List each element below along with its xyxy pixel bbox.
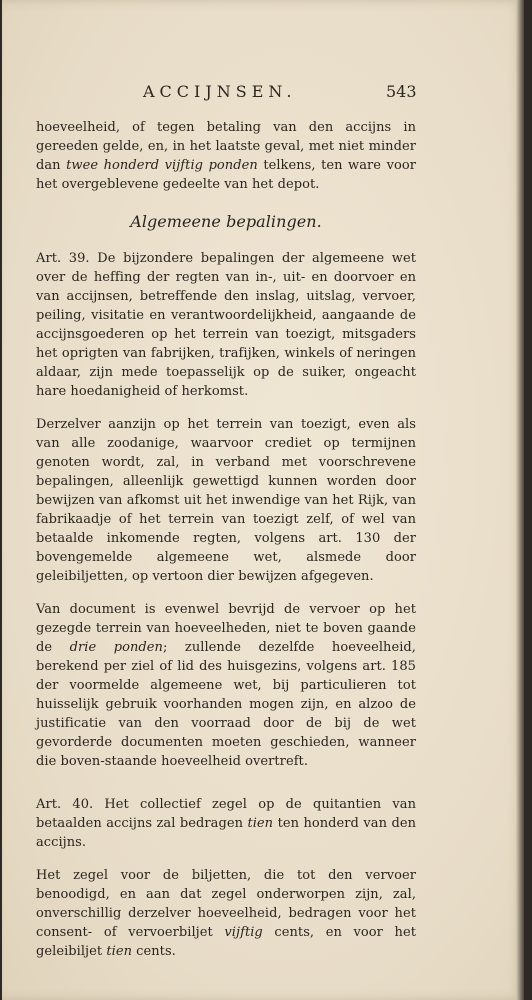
book-page <box>2 0 524 1000</box>
page-number: 543 <box>386 82 417 101</box>
text-run: ten honderd van den accijns. <box>36 816 416 850</box>
text-run: ; zullende dezelfde hoeveelheid, berekend per ziel of lid des huisgezins, volgens art. 185 der voormelde algemeene wet, bij particulieren tot huisselijk gebruik voorhanden mogen zijn, en alzoo de justificatie van den voorraad door de bij de wet gevorderde documenten moeten geschieden, wanneer die boven-staande hoeveelheid overtreft. <box>36 640 416 769</box>
page-edge-shadow <box>516 0 524 1000</box>
paragraph-gap <box>36 852 416 866</box>
italic-run: tien <box>247 816 274 831</box>
running-head: ACCIJNSEN. <box>143 82 297 101</box>
italic-run: twee honderd vijftig ponden <box>66 158 258 173</box>
paragraph-gap <box>36 771 416 795</box>
paragraph-gap <box>36 401 416 415</box>
paragraph-derzelver: Derzelver aanzijn op het terrein van toezigt, even als van alle zoodanige, waarvoor crediet op termijnen genoten wordt, zal, in verband met voorschrevene bepalingen, alleenlijk gewettigd kunnen worden door bewijzen van afkomst uit het inwendige van het Rijk, van fabrikaadje of het terrein van toezigt zelf, of wel van betaalde inkomende regten, volgens art. 130 der bovengemelde algemeene wet, alsmede door geleibiljetten, op vertoon dier bewijzen afgegeven. <box>36 417 416 584</box>
page-body <box>36 118 416 961</box>
paragraph-continued <box>36 118 416 194</box>
text-run: Art. 40. Het collectief zegel op de quitantien van betaalden accijns zal bedragen <box>36 797 416 831</box>
page-header <box>2 82 524 108</box>
paragraph-gap <box>36 586 416 600</box>
section-title: Algemeene bepalingen. <box>130 212 322 231</box>
text-run: cents. <box>132 944 176 959</box>
italic-run: tien <box>106 944 132 959</box>
text-run: hoeveelheid, of tegen betaling van den accijns in gereeden gelde, en, in het laatste geval, met niet minder dan <box>36 120 416 173</box>
italic-run: drie ponden <box>69 640 163 655</box>
italic-run: vijftig <box>224 925 263 940</box>
paragraph-art-40 <box>36 795 416 852</box>
text-run: telkens, ten ware voor het overgeblevene gedeelte van het depot. <box>36 158 416 192</box>
text-run: Het zegel voor de biljetten, die tot den vervoer benoodigd, en aan dat zegel onderworpen zijn, zal, onverschillig derzelver hoeveelheid, bedragen voor het consent- of vervoerbiljet <box>36 868 416 940</box>
text-run: cents, en voor het geleibiljet <box>36 925 416 959</box>
paragraph-het-zegel <box>36 866 416 961</box>
paragraph-van-document <box>36 600 416 771</box>
text-run: Van document is evenwel bevrijd de vervoer op het gezegde terrein van hoeveelheden, niet te boven gaande de <box>36 602 416 655</box>
paragraph-art-39: Art. 39. De bijzondere bepalingen der algemeene wet over de heffing der regten van in-, uit- en doorvoer en van accijnsen, betreffende den inslag, uitslag, vervoer, peiling, visitatie en verantwoordelijkheid, aangaande de accijnsgoederen op het terrein van toezigt, mitsgaders het oprigten van fabrijken, trafijken, winkels of neringen aldaar, zijn mede toepasselijk op de suiker, ongeacht hare hoedanigheid of herkomst. <box>36 251 416 399</box>
